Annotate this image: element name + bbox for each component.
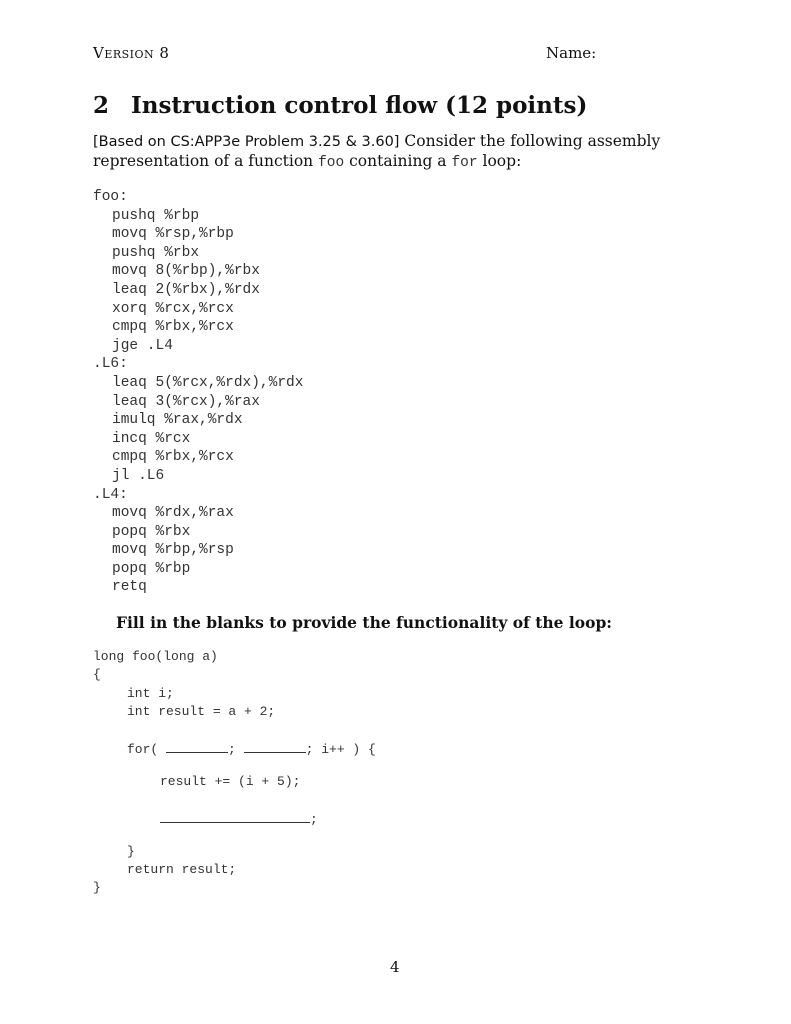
- intro-text-1: Consider the following assembly representation of a function: [93, 132, 661, 170]
- asm-instruction: movq %rsp,%rbp: [112, 226, 234, 243]
- section-heading: [93, 92, 587, 119]
- page-number: 4: [390, 958, 400, 976]
- asm-instruction: pushq %rbx: [112, 244, 200, 261]
- asm-instruction: movq 8(%rbp),%rbx: [112, 263, 260, 280]
- asm-label: .L4:: [93, 486, 128, 503]
- intro-paragraph: [93, 132, 703, 173]
- code-return: return result;: [127, 862, 237, 877]
- asm-instruction: incq %rcx: [112, 430, 191, 447]
- asm-instruction: pushq %rbp: [112, 207, 200, 224]
- intro-func-name: foo: [318, 155, 345, 171]
- asm-label: .L6:: [93, 356, 128, 373]
- asm-instruction: imulq %rax,%rdx: [112, 412, 243, 429]
- asm-instruction: cmpq %rbx,%rcx: [112, 449, 234, 466]
- intro-text-3: loop:: [477, 152, 522, 170]
- code-sep-2: ; i++ ) {: [305, 742, 376, 757]
- code-stmt-end: ;: [310, 812, 318, 827]
- code-close-loop: }: [127, 844, 135, 859]
- code-close-brace: }: [93, 880, 101, 895]
- asm-instruction: movq %rbp,%rsp: [112, 542, 234, 559]
- code-for-line: [127, 739, 376, 757]
- code-decl-i: int i;: [127, 686, 174, 701]
- asm-instruction: jge .L4: [112, 337, 173, 354]
- code-open-brace: {: [93, 667, 101, 682]
- code-body: result += (i + 5);: [160, 774, 301, 789]
- section-title: Instruction control flow (12 points): [131, 92, 588, 119]
- asm-instruction: jl .L6: [112, 467, 165, 484]
- blank-init[interactable]: [166, 739, 228, 753]
- header-version: Version 8: [93, 44, 170, 62]
- asm-instruction: leaq 2(%rbx),%rdx: [112, 281, 260, 298]
- code-signature: long foo(long a): [93, 649, 218, 664]
- asm-instruction: popq %rbp: [112, 560, 191, 577]
- section-number: 2: [93, 92, 110, 119]
- code-sep-1: ;: [228, 742, 244, 757]
- blank-condition[interactable]: [244, 739, 306, 753]
- intro-keyword: for: [451, 155, 478, 171]
- asm-instruction: retq: [112, 579, 147, 596]
- header-name-label: Name:: [546, 44, 597, 62]
- asm-instruction: xorq %rcx,%rcx: [112, 300, 234, 317]
- asm-label: foo:: [93, 189, 128, 205]
- asm-instruction: leaq 5(%rcx,%rdx),%rdx: [112, 374, 304, 391]
- asm-instruction: cmpq %rbx,%rcx: [112, 319, 234, 336]
- assembly-listing: [93, 188, 303, 597]
- asm-instruction: movq %rdx,%rax: [112, 505, 234, 522]
- code-blank-line: [160, 809, 318, 827]
- code-decl-result: int result = a + 2;: [127, 704, 276, 719]
- asm-instruction: popq %rbx: [112, 523, 191, 540]
- intro-text-2: containing a: [344, 152, 452, 170]
- code-for-start: for(: [127, 742, 167, 757]
- blank-statement[interactable]: [160, 809, 310, 823]
- fill-in-instruction: Fill in the blanks to provide the functionality of the loop:: [116, 613, 613, 632]
- intro-source: [Based on CS:APP3e Problem 3.25 & 3.60]: [93, 134, 400, 150]
- asm-instruction: leaq 3(%rcx),%rax: [112, 393, 260, 410]
